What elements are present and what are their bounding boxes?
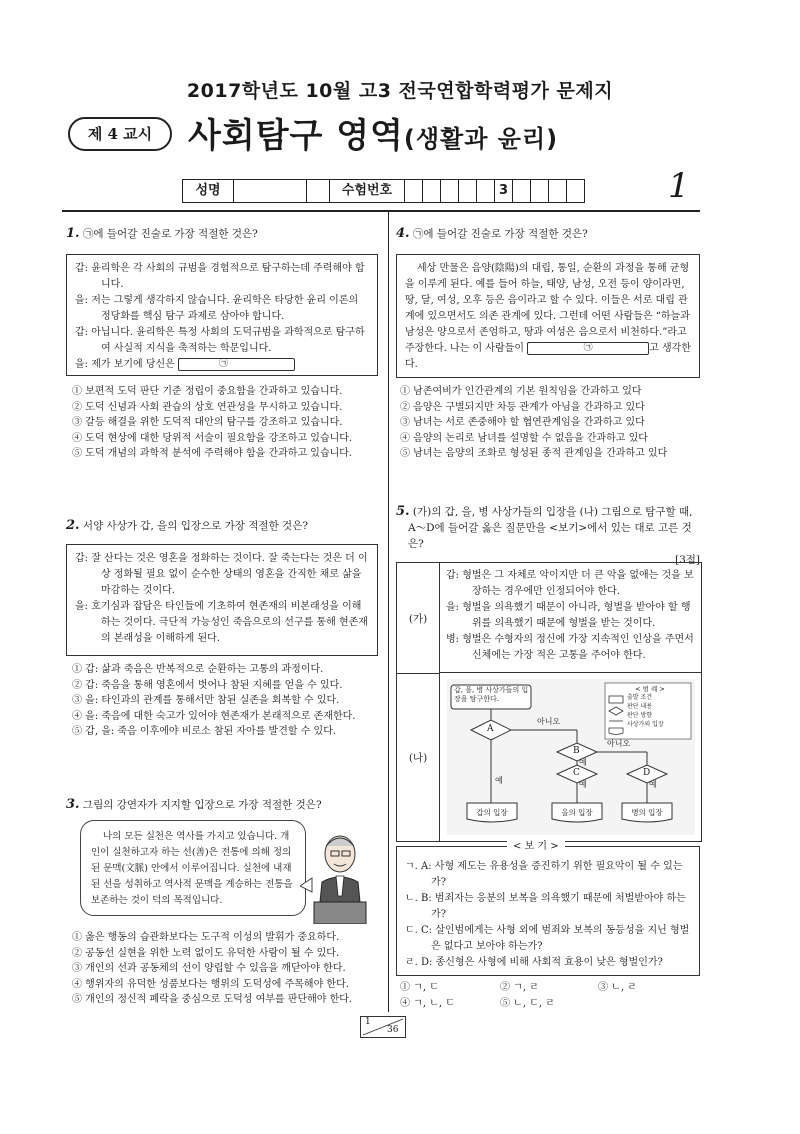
exam-title: 2017학년도 10월 고3 전국연합학력평가 문제지 bbox=[186, 80, 614, 102]
exam-no-cell[interactable] bbox=[405, 180, 423, 202]
q3-stem bbox=[66, 797, 322, 813]
exam-no-cell[interactable] bbox=[477, 180, 495, 202]
legend-item: 출발 조건 bbox=[627, 694, 653, 701]
q3-option[interactable]: ① 옳은 행동의 습관화보다는 도구적 이성의 발휘가 중요하다. bbox=[72, 932, 340, 943]
q3-option[interactable]: ③ 개인의 선과 공동체의 선이 양립할 수 있음을 깨닫아야 한다. bbox=[72, 963, 346, 974]
q1-dialogue-box bbox=[66, 254, 378, 376]
na-label: (나) bbox=[397, 674, 440, 841]
exam-no-cell[interactable] bbox=[441, 180, 459, 202]
q3-options bbox=[72, 930, 352, 1008]
q2-option[interactable]: ⑤ 갑, 을: 죽음 이후에야 비로소 참된 자아를 발견할 수 있다. bbox=[72, 726, 337, 737]
q5-option[interactable]: ⑤ ㄴ, ㄷ, ㄹ bbox=[500, 998, 555, 1009]
bogi-title: < 보 기 > bbox=[507, 840, 565, 854]
q4-passage-end: 고 생각한다. bbox=[405, 343, 691, 370]
exam-no-cell[interactable] bbox=[423, 180, 441, 202]
q2-stem bbox=[66, 518, 308, 534]
legend-items bbox=[627, 693, 664, 729]
flow-yes-B: 예 bbox=[579, 758, 587, 767]
node-label-A: A bbox=[487, 724, 494, 734]
header-rule bbox=[62, 210, 700, 212]
subject-main: 사회탐구 영역 bbox=[188, 116, 404, 156]
q2-passage-box bbox=[66, 544, 378, 656]
q2-line: 을: 호기심과 잡담은 타인들에 기초하여 현존재의 비본래성을 이해하는 것이다. 극단적 가능성인 죽음으로의 선구를 통해 현존재의 본래성을 이해하게 된다. bbox=[75, 601, 368, 644]
q2-option[interactable]: ② 갑: 죽음을 통해 영혼에서 벗어나 참된 지혜를 얻을 수 있다. bbox=[72, 679, 343, 691]
exam-no-label: 수험번호 bbox=[330, 180, 405, 202]
ga-content bbox=[440, 563, 701, 673]
q5-stem-line1: (가)의 갑, 을, 병 사상가들의 입장을 (나) 그림으로 탐구할 때, bbox=[412, 506, 693, 518]
bogi-item: ㄱ. A: 사형 제도는 유용성을 증진하기 위한 필요악이 될 수 있는가? bbox=[405, 861, 683, 888]
q2-stem-text: 서양 사상가 갑, 을의 입장으로 가장 적절한 것은? bbox=[82, 520, 308, 532]
q4-passage: 세상 만물은 음양(陰陽)의 대립, 통일, 순환의 과정을 통해 균형을 이루게 된다. 예를 들어 하늘, 태양, 남성, 오전 등이 양이라면, 땅, 달, 여성, 오후 등은 음이라고 할 수 있다. 이들은 서로 대립 관계에 있으면서도 의존 관계에 있다. 그런데 어떤 사람들은 “하늘과 남성은 양으로서 존엄하고, 땅과 여성은 음으로서 비천하다.”라고 주장한다. 나는 이 사람들이 bbox=[405, 263, 690, 354]
flow-start-text: 갑, 을, 병 사상가들의 입장을 탐구한다. bbox=[454, 686, 529, 703]
q1-option[interactable]: ⑤ 도덕 개념의 과학적 분석에 주력해야 함을 간과하고 있습니다. bbox=[72, 448, 353, 459]
exam-no-cell[interactable] bbox=[513, 180, 531, 202]
bogi-item: ㄹ. D: 종신형은 사형에 비해 사회적 효용이 낮은 형벌인가? bbox=[405, 957, 663, 968]
q4-stem bbox=[396, 226, 588, 242]
q1-number: 1. bbox=[66, 226, 80, 241]
q1-option[interactable]: ④ 도덕 현상에 대한 당위적 서술이 필요함을 강조하고 있습니다. bbox=[72, 432, 353, 444]
q1-line: 갑: 윤리학은 각 사회의 규범을 경험적으로 탐구하는데 주력해야 합니다. bbox=[75, 263, 365, 290]
lecturer-illustration bbox=[300, 826, 384, 924]
legend-title: < 범 례 > bbox=[635, 685, 665, 693]
flow-yes-A: 예 bbox=[495, 776, 503, 785]
result-gap-label: 갑의 입장 bbox=[476, 808, 508, 817]
q5-table bbox=[396, 562, 702, 842]
page-counter-total: 36 bbox=[387, 1025, 399, 1035]
q4-option[interactable]: ② 음양은 구별되지만 차등 관계가 아님을 간과하고 있다 bbox=[400, 401, 645, 413]
q2-number: 2. bbox=[66, 518, 80, 533]
q5-points: [3점] bbox=[674, 554, 700, 566]
q4-option[interactable]: ④ 음양의 논리로 남녀를 설명할 수 없음을 간과하고 있다 bbox=[400, 432, 648, 444]
exam-no-cell[interactable] bbox=[549, 180, 567, 202]
column-divider bbox=[388, 212, 389, 1012]
period-label: 제 4 교시 bbox=[68, 117, 172, 151]
q4-options bbox=[400, 384, 667, 462]
result-byeong-label: 병의 입장 bbox=[631, 808, 663, 817]
exam-no-cell[interactable] bbox=[531, 180, 549, 202]
id-bar bbox=[182, 179, 585, 203]
q1-blank: ㉠ bbox=[178, 358, 295, 371]
ga-line: 갑: 형벌은 그 자체로 악이지만 더 큰 악을 없애는 것을 보장하는 경우에만 인정되어야 한다. bbox=[446, 570, 694, 597]
q3-option[interactable]: ⑤ 개인의 정신적 폐락을 중심으로 도덕성 여부를 판단해야 한다. bbox=[72, 994, 353, 1005]
q5-stem-line2: A～D에 들어갈 옳은 질문만을 <보기>에서 있는 대로 고른 것은? bbox=[408, 522, 692, 550]
q3-option[interactable]: ② 공동선 실현을 위한 노력 없이도 유덕한 사람이 될 수 있다. bbox=[72, 947, 340, 959]
q4-number: 4. bbox=[396, 226, 410, 241]
q5-option[interactable]: ② ㄱ, ㄹ bbox=[500, 982, 539, 993]
node-label-C: C bbox=[573, 768, 580, 778]
q4-option[interactable]: ⑤ 남녀는 음양의 조화로 형성된 종적 관계임을 간과하고 있다 bbox=[400, 448, 668, 459]
flow-yes-D: 예 bbox=[649, 780, 657, 789]
name-field[interactable] bbox=[234, 180, 307, 202]
q3-number: 3. bbox=[66, 797, 80, 812]
flow-yes-C: 예 bbox=[579, 780, 587, 789]
page-counter-current: 1 bbox=[365, 1017, 371, 1027]
flow-no-B: 아니오 bbox=[607, 739, 631, 748]
ga-line: 을: 형벌을 의욕했기 때문이 아니라, 형벌을 받아야 할 행위를 의욕했기 때문에 형벌을 받는 것이다. bbox=[446, 602, 691, 629]
q1-line: 갑: 아닙니다. 윤리학은 특정 사회의 도덕규범을 과학적으로 탐구하여 사실적 지식을 축적하는 학문입니다. bbox=[75, 327, 365, 354]
q3-stem-text: 그림의 강연자가 지지할 입장으로 가장 적절한 것은? bbox=[82, 799, 322, 811]
q4-stem-text: ㉠에 들어갈 진술로 가장 적절한 것은? bbox=[412, 228, 588, 240]
q2-option[interactable]: ④ 을: 죽음에 대한 숙고가 있어야 현존재가 본래적으로 존재한다. bbox=[72, 710, 356, 722]
q5-number: 5. bbox=[396, 504, 410, 519]
bogi-item: ㄷ. C: 살인범에게는 사형 외에 범죄와 보복의 동등성을 지닌 형벌은 없다고 보아야 하는가? bbox=[405, 925, 690, 952]
bogi-item: ㄴ. B: 범죄자는 응분의 보복을 의욕했기 때문에 처벌받아야 하는가? bbox=[405, 893, 686, 920]
q4-option[interactable]: ③ 남녀는 서로 존중해야 할 협연관계임을 간과하고 있다 bbox=[400, 417, 645, 428]
q1-option[interactable]: ② 도덕 신념과 사회 관습의 상호 연관성을 무시하고 있습니다. bbox=[72, 401, 343, 413]
q2-line: 갑: 잘 산다는 것은 영혼을 정화하는 것이다. 잘 죽는다는 것은 더 이상 정화될 필요 없이 순수한 상태의 영혼을 간직한 채로 삶을 마감하는 것이다. bbox=[75, 553, 368, 596]
ga-line: 병: 형벌은 수형자의 정신에 가장 지속적인 인상을 주면서 신체에는 가장 적은 고통을 주어야 한다. bbox=[446, 634, 694, 661]
result-eul-label: 을의 입장 bbox=[561, 808, 593, 817]
q4-passage-box bbox=[396, 254, 700, 378]
bogi-box bbox=[396, 841, 700, 976]
legend-item: 판단 방향 bbox=[627, 712, 653, 719]
q3-speech-bubble: 나의 모든 실천은 역사를 가지고 있습니다. 개인이 실천하고자 하는 선(善)은 전통에 의해 정의된 문맥(文脈) 안에서 이루어집니다. 실천에 내재된 선을 성취하고 역사적 문맥을 계승하는 전통을 보존하는 것이 덕의 목적입니다. bbox=[80, 820, 306, 916]
legend-item: 사상가의 입장 bbox=[627, 721, 664, 728]
legend-item: 판단 내용 bbox=[627, 703, 653, 710]
q5-option[interactable]: ④ ㄱ, ㄴ, ㄷ bbox=[400, 998, 455, 1009]
node-label-B: B bbox=[573, 746, 580, 756]
page-number: 1 bbox=[668, 166, 690, 206]
ga-label: (가) bbox=[397, 563, 440, 674]
q5-option[interactable]: ③ ㄴ, ㄹ bbox=[598, 982, 637, 993]
q5-stem bbox=[396, 504, 700, 568]
q1-options bbox=[72, 384, 352, 462]
q2-option[interactable]: ③ 을: 타인과의 관계를 통해서만 참된 실존을 회복할 수 있다. bbox=[72, 695, 340, 706]
q1-line: 을: 저는 그렇게 생각하지 않습니다. 윤리학은 타당한 윤리 이론의 정당화를 핵심 탐구 과제로 삼아야 합니다. bbox=[75, 295, 359, 322]
exam-no-fixed-digit: 3 bbox=[495, 180, 513, 202]
q4-option[interactable]: ① 남존여비가 인간관계의 기본 원칙임을 간과하고 있다 bbox=[400, 386, 642, 397]
name-label: 성명 bbox=[183, 180, 234, 202]
subject-title bbox=[188, 108, 558, 157]
exam-no-cell[interactable] bbox=[459, 180, 477, 202]
q1-line: 을: 제가 보기에 당신은 bbox=[75, 359, 175, 370]
page-counter bbox=[360, 1016, 406, 1038]
q2-option[interactable]: ① 갑: 삶과 죽음은 반복적으로 순환하는 고통의 과정이다. bbox=[72, 664, 324, 675]
q1-option[interactable]: ① 보편적 도덕 판단 기준 정립이 중요함을 간과하고 있습니다. bbox=[72, 386, 343, 397]
id-gap bbox=[307, 180, 330, 202]
q1-stem bbox=[66, 226, 258, 242]
q3-option[interactable]: ④ 행위자의 유덕한 성품보다는 행위의 도덕성에 주목해야 한다. bbox=[72, 978, 349, 990]
q2-options bbox=[72, 662, 355, 740]
flow-no-A: 아니오 bbox=[537, 717, 561, 726]
q4-blank: ㉠ bbox=[527, 342, 649, 355]
subject-sub: (생활과 윤리) bbox=[403, 125, 559, 153]
q1-option[interactable]: ③ 갈등 해결을 위한 도덕적 대안의 탐구를 강조하고 있습니다. bbox=[72, 417, 343, 428]
exam-no-cell[interactable] bbox=[567, 180, 584, 202]
q5-option[interactable]: ① ㄱ, ㄷ bbox=[400, 982, 439, 993]
node-label-D: D bbox=[643, 768, 651, 778]
q1-stem-text: ㉠에 들어갈 진술로 가장 적절한 것은? bbox=[82, 228, 258, 240]
